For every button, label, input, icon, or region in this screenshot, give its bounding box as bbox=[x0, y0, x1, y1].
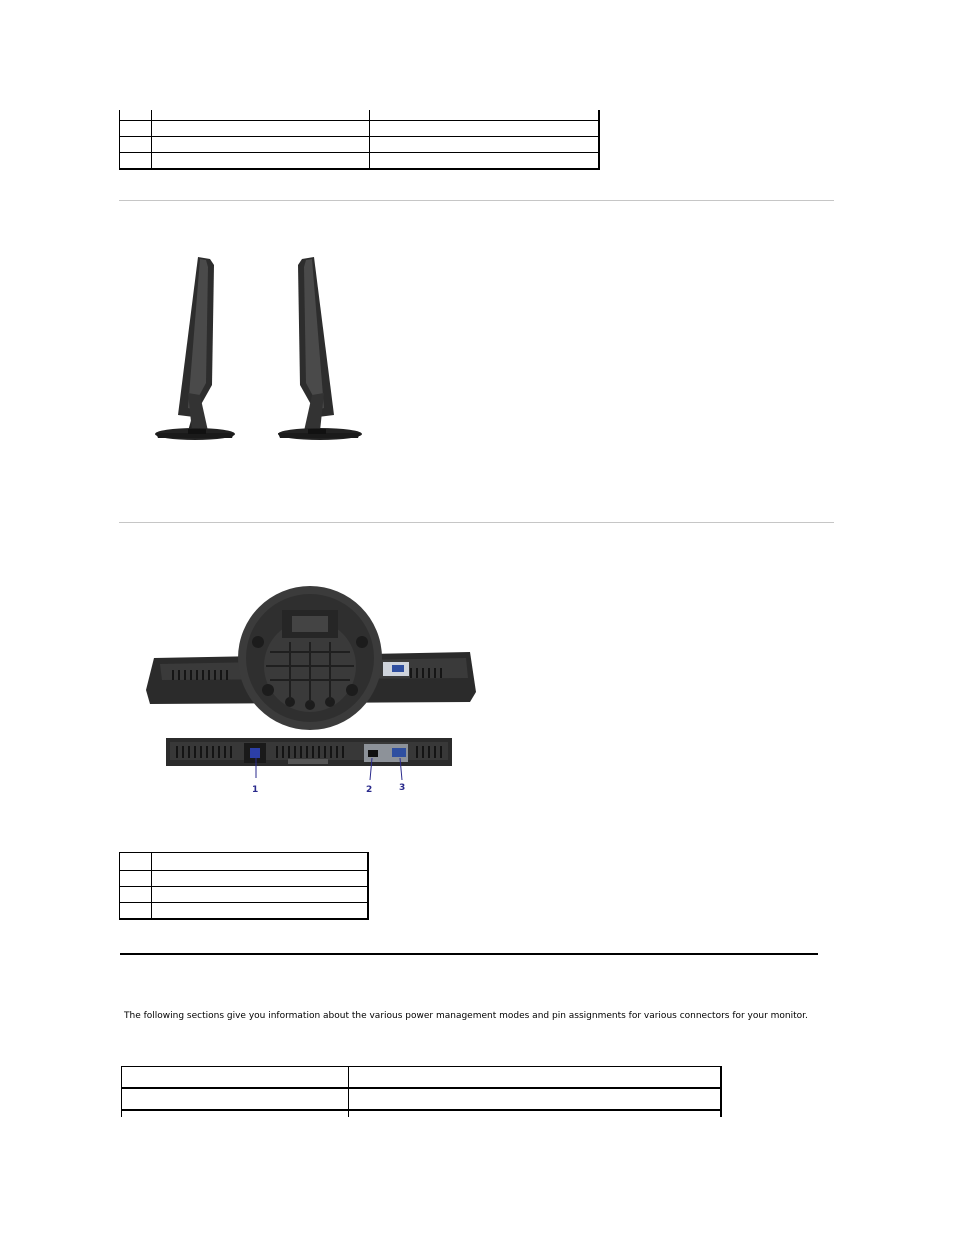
table-row bbox=[120, 153, 600, 170]
table-row bbox=[120, 903, 369, 920]
table-row bbox=[120, 110, 600, 121]
features-table bbox=[119, 110, 600, 170]
callout-label: 1 bbox=[252, 785, 259, 795]
intro-paragraph: The following sections give you information about the various power management modes and pin assignments for various connectors for your monitor. bbox=[124, 1011, 808, 1021]
section-divider bbox=[119, 200, 834, 201]
table-row bbox=[120, 887, 369, 903]
table-row bbox=[120, 121, 600, 137]
table-row bbox=[120, 853, 369, 871]
section-divider bbox=[119, 522, 834, 523]
table-row bbox=[122, 1110, 722, 1117]
bottom-view-image bbox=[140, 580, 485, 800]
table-row bbox=[120, 871, 369, 887]
callout-label: 2 bbox=[366, 785, 373, 795]
table-row bbox=[122, 1088, 722, 1110]
table-row bbox=[122, 1067, 722, 1089]
connector-table bbox=[119, 852, 369, 920]
section-rule bbox=[120, 953, 818, 955]
table-row bbox=[120, 137, 600, 153]
side-view-image bbox=[148, 245, 380, 460]
callout-label: 3 bbox=[399, 783, 406, 793]
power-modes-table bbox=[121, 1066, 722, 1117]
